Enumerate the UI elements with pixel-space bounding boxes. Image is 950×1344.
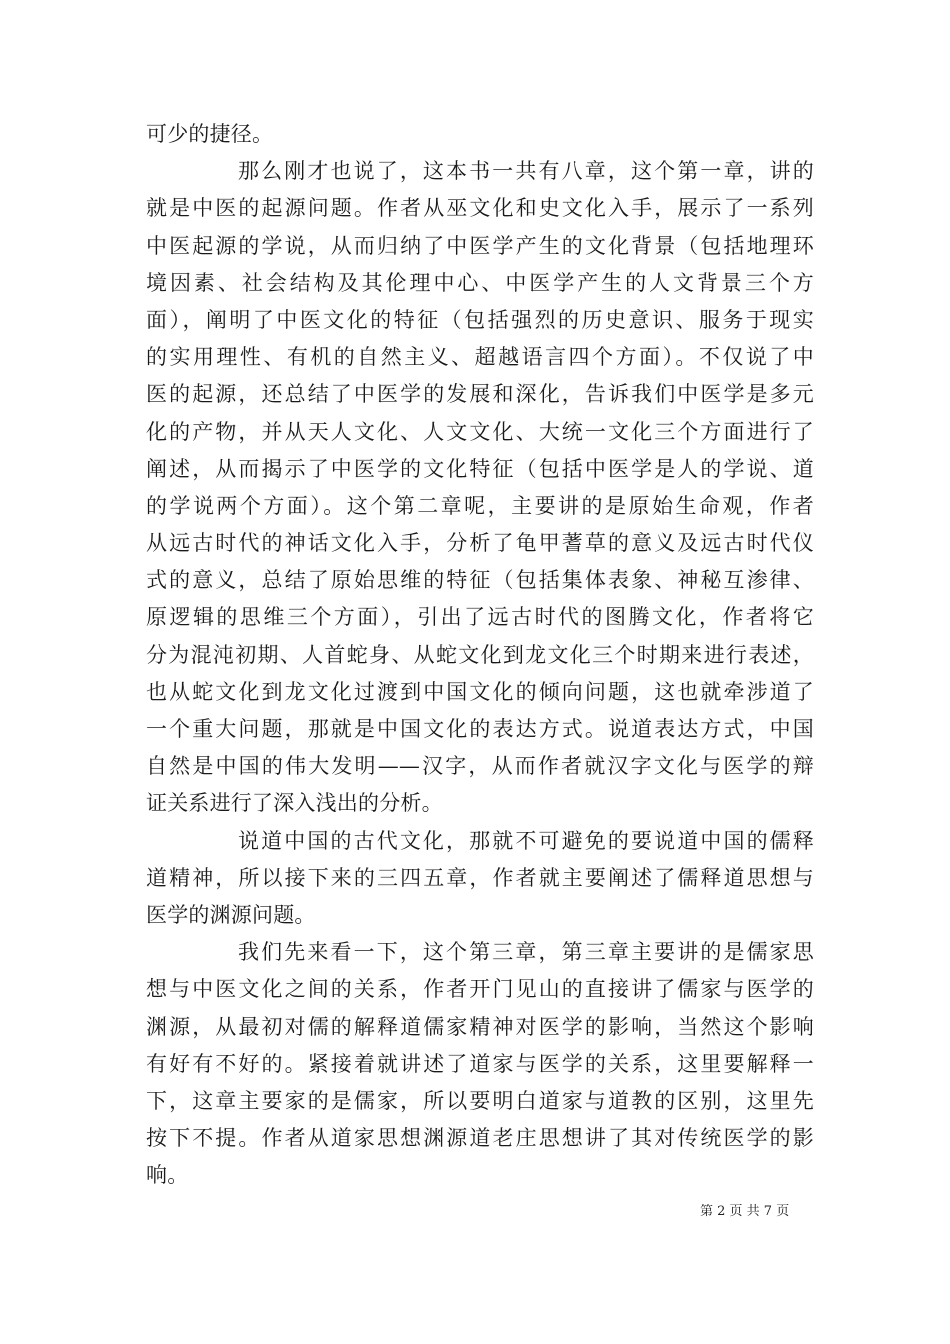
text-line: 也从蛇文化到龙文化过渡到中国文化的倾向问题，这也就牵涉道了 xyxy=(146,679,814,704)
text-line: 一个重大问题，那就是中国文化的表达方式。说道表达方式，中国 xyxy=(146,717,814,741)
text-line: 境因素、社会结构及其伦理中心、中医学产生的人文背景三个方 xyxy=(146,270,814,295)
text-line: 下，这章主要家的是儒家，所以要明白道家与道教的区别，这里先 xyxy=(146,1088,814,1113)
text-line: 分为混沌初期、人首蛇身、从蛇文化到龙文化三个时期来进行表述， xyxy=(146,642,814,667)
text-line: 可少的捷径。 xyxy=(146,122,274,146)
text-line: 化的产物，并从天人文化、人文文化、大统一文化三个方面进行了 xyxy=(146,419,814,444)
text-line: 医的起源，还总结了中医学的发展和深化，告诉我们中医学是多元 xyxy=(146,382,814,407)
text-line: 中医起源的学说，从而归纳了中医学产生的文化背景（包括地理环 xyxy=(146,233,814,258)
text-line: 渊源，从最初对儒的解释道儒家精神对医学的影响，当然这个影响 xyxy=(146,1014,814,1039)
text-line: 有好有不好的。紧接着就讲述了道家与医学的关系，这里要解释一 xyxy=(146,1051,814,1076)
text-line: 道精神，所以接下来的三四五章，作者就主要阐述了儒释道思想与 xyxy=(146,865,814,890)
text-line: 我们先来看一下，这个第三章，第三章主要讲的是儒家思 xyxy=(238,940,814,965)
text-line: 原逻辑的思维三个方面），引出了远古时代的图腾文化，作者将它 xyxy=(146,605,814,630)
page-number: 第 2 页 共 7 页 xyxy=(700,1204,790,1219)
text-line: 从远古时代的神话文化入手，分析了龟甲蓍草的意义及远古时代仪 xyxy=(146,531,814,556)
text-line: 式的意义，总结了原始思维的特征（包括集体表象、神秘互渗律、 xyxy=(146,568,814,593)
text-line: 证关系进行了深入浅出的分析。 xyxy=(146,791,443,816)
text-line: 的实用理性、有机的自然主义、超越语言四个方面）。不仅说了中 xyxy=(146,345,814,370)
text-line: 那么刚才也说了，这本书一共有八章，这个第一章，讲的 xyxy=(238,159,814,184)
text-line: 医学的渊源问题。 xyxy=(146,902,316,927)
text-line: 面），阐明了中医文化的特征（包括强烈的历史意识、服务于现实 xyxy=(146,307,814,332)
text-line: 说道中国的古代文化，那就不可避免的要说道中国的儒释 xyxy=(238,828,814,853)
text-line: 想与中医文化之间的关系，作者开门见山的直接讲了儒家与医学的 xyxy=(146,977,814,1002)
text-line: 自然是中国的伟大发明——汉字，从而作者就汉字文化与医学的辩 xyxy=(146,754,814,779)
text-line: 阐述，从而揭示了中医学的文化特征（包括中医学是人的学说、道 xyxy=(146,456,814,481)
text-line: 响。 xyxy=(146,1163,189,1188)
text-line: 按下不提。作者从道家思想渊源道老庄思想讲了其对传统医学的影 xyxy=(146,1126,814,1151)
text-line: 就是中医的起源问题。作者从巫文化和史文化入手，展示了一系列 xyxy=(146,196,814,221)
text-line: 的学说两个方面）。这个第二章呢，主要讲的是原始生命观，作者 xyxy=(146,493,814,518)
document-body xyxy=(146,116,814,1194)
